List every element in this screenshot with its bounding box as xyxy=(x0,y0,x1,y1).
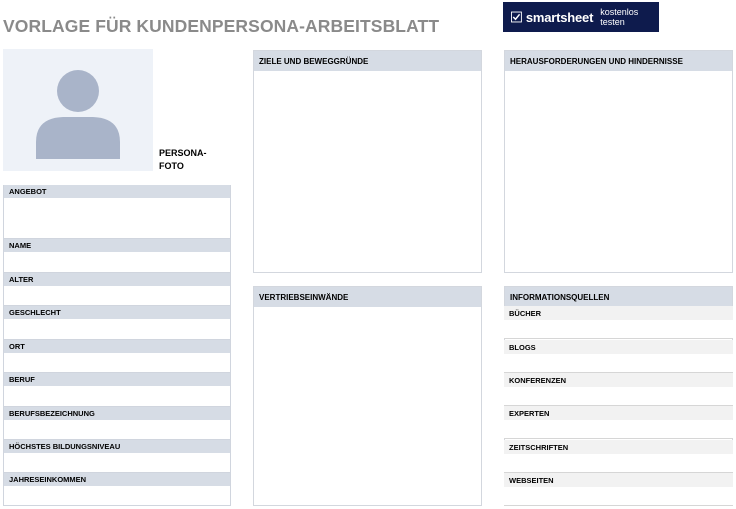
field-ort xyxy=(3,340,231,373)
field-beruf xyxy=(3,373,231,407)
panel-header-informationsquellen: INFORMATIONSQUELLEN xyxy=(505,287,732,307)
field-berufsbezeichnung xyxy=(3,407,231,440)
field-angebot xyxy=(3,185,231,239)
panel-header-einwaende: VERTRIEBSEINWÄNDE xyxy=(254,287,481,307)
persona-photo-placeholder[interactable] xyxy=(3,49,153,171)
source-buecher xyxy=(504,306,733,339)
field-input-geschlecht[interactable] xyxy=(4,319,230,340)
field-alter xyxy=(3,273,231,306)
panel-body-einwaende[interactable] xyxy=(254,307,481,505)
source-label-zeitschriften: ZEITSCHRIFTEN xyxy=(504,440,733,454)
panel-einwaende xyxy=(253,286,482,506)
field-input-jahreseinkommen[interactable] xyxy=(4,486,230,506)
source-webseiten xyxy=(504,473,733,506)
field-input-alter[interactable] xyxy=(4,286,230,306)
field-label-bildungsniveau: HÖCHSTES BILDUNGSNIVEAU xyxy=(4,440,230,453)
persona-photo-label: PERSONA- FOTO xyxy=(159,148,207,171)
brand-cta: kostenlos testen xyxy=(600,7,639,27)
source-konferenzen xyxy=(504,373,733,406)
source-label-konferenzen: KONFERENZEN xyxy=(504,373,733,387)
smartsheet-trial-banner[interactable] xyxy=(503,2,659,32)
source-experten xyxy=(504,406,733,439)
panel-ziele xyxy=(253,50,482,273)
panel-header-ziele: ZIELE UND BEWEGGRÜNDE xyxy=(254,51,481,71)
panel-body-herausforderungen[interactable] xyxy=(505,71,732,272)
field-input-angebot[interactable] xyxy=(4,198,230,239)
field-label-geschlecht: GESCHLECHT xyxy=(4,306,230,319)
source-input-experten[interactable] xyxy=(504,420,733,439)
field-input-bildungsniveau[interactable] xyxy=(4,453,230,473)
field-input-berufsbezeichnung[interactable] xyxy=(4,420,230,440)
person-silhouette-icon xyxy=(3,49,153,171)
source-label-blogs: BLOGS xyxy=(504,340,733,354)
field-name xyxy=(3,239,231,273)
source-label-webseiten: WEBSEITEN xyxy=(504,473,733,487)
source-zeitschriften xyxy=(504,440,733,473)
panel-body-ziele[interactable] xyxy=(254,71,481,272)
field-label-name: NAME xyxy=(4,239,230,252)
field-input-name[interactable] xyxy=(4,252,230,273)
field-input-beruf[interactable] xyxy=(4,386,230,407)
brand-name: smartsheet xyxy=(525,9,594,25)
source-input-buecher[interactable] xyxy=(504,320,733,339)
field-bildungsniveau xyxy=(3,440,231,473)
field-jahreseinkommen xyxy=(3,473,231,506)
field-input-ort[interactable] xyxy=(4,353,230,373)
field-label-berufsbezeichnung: BERUFSBEZEICHNUNG xyxy=(4,407,230,420)
field-label-beruf: BERUF xyxy=(4,373,230,386)
source-label-buecher: BÜCHER xyxy=(504,306,733,320)
field-label-jahreseinkommen: JAHRESEINKOMMEN xyxy=(4,473,230,486)
source-input-konferenzen[interactable] xyxy=(504,387,733,406)
field-label-ort: ORT xyxy=(4,340,230,353)
panel-header-herausforderungen: HERAUSFORDERUNGEN UND HINDERNISSE xyxy=(505,51,732,71)
source-input-blogs[interactable] xyxy=(504,354,733,373)
field-geschlecht xyxy=(3,306,231,340)
smartsheet-logo-icon xyxy=(511,11,522,23)
field-label-alter: ALTER xyxy=(4,273,230,286)
source-input-zeitschriften[interactable] xyxy=(504,454,733,473)
field-label-angebot: ANGEBOT xyxy=(4,185,230,198)
source-input-webseiten[interactable] xyxy=(504,487,733,506)
page-title: VORLAGE FÜR KUNDENPERSONA-ARBEITSBLATT xyxy=(3,16,440,36)
source-blogs xyxy=(504,340,733,373)
panel-herausforderungen xyxy=(504,50,733,273)
source-label-experten: EXPERTEN xyxy=(504,406,733,420)
